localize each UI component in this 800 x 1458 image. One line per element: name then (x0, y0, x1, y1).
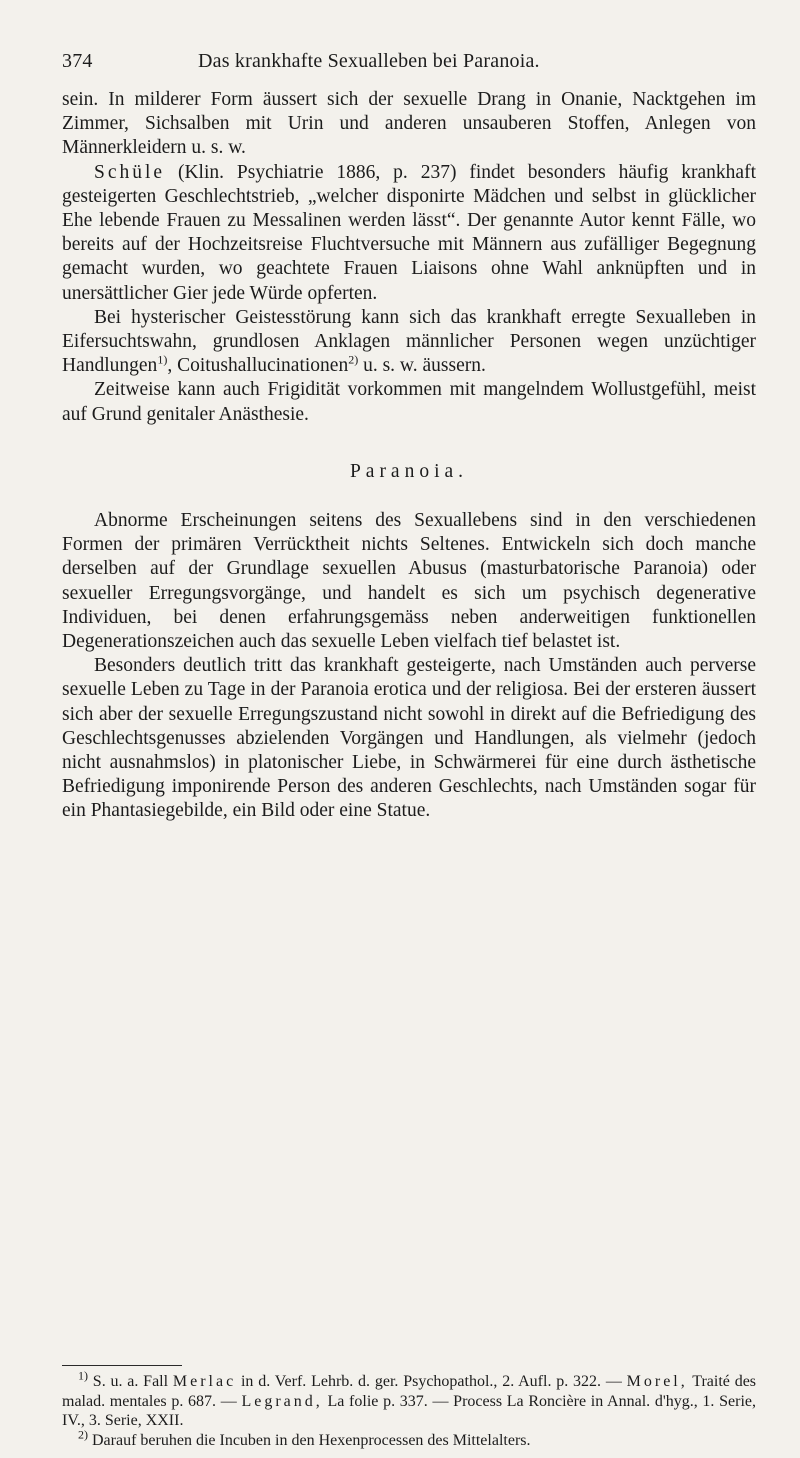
paragraph-3 (62, 306, 756, 379)
paragraph-5: Abnorme Erscheinungen seitens des Sexuallebens sind in den verschiedenen Formen der primären Verrücktheit nichts Seltenes. Entwickeln sich doch manche derselben auf der Grundlage sexuellen Abusus (masturbatorische Paranoia) oder sexueller Erregungsvorgänge, und handelt es sich um psychisch degenerative Individuen, bei denen erfahrungsgemäss neben anderweitigen funktionellen Degenerationszeichen auch das sexuelle Leben vielfach tief belastet ist. (62, 510, 756, 653)
paragraph-3-part-b: , Coitushallucinationen (167, 355, 349, 377)
author-schuele: Schüle (94, 161, 166, 183)
paragraph-3-part-a: Bei hysterischer Geistesstörung kann sich das krankhaft erregte Sexualleben in Eifersuchtswahn, grundlosen Anklagen männlicher Personen wegen unzüchtiger Handlungen (62, 306, 756, 377)
body-text (62, 88, 756, 824)
footnote-1-mark: 1 (78, 1368, 84, 1383)
footnotes (62, 1368, 757, 1450)
paragraph-6: Besonders deutlich tritt das krankhaft gesteigerte, nach Umständen auch perverse sexuelle Leben zu Tage in der Paranoia erotica und der religiosa. Bei der ersteren äussert sich aber der sexuelle Erregungszustand nicht sowohl in direkt auf die Befriedigung des Geschlechtsgenusses abzielenden Vorgängen und Handlungen, als vielmehr (jedoch nicht ausnahmslos) in platonischer Liebe, in Schwärmerei für eine durch ästhetische Befriedigung imponirende Person des anderen Geschlechts, nach Umständen sogar für ein Phantasiegebilde, ein Bild oder eine Statue. (62, 655, 756, 822)
footnote-ref-2-mark: 2 (348, 352, 355, 367)
footnote-1-part-b: in d. Verf. Lehrb. d. ger. Psychopathol., 2. Aufl. p. 322. — (240, 1373, 622, 1390)
paragraph-1: sein. In milderer Form äussert sich der sexuelle Drang in Onanie, Nacktgehen im Zimmer, Sichsalben mit Urin und anderen unsauberen Stoffen, Anlegen von Männerkleidern u. s. w. (62, 89, 756, 159)
footnote-ref-1-mark: 1 (157, 352, 164, 367)
footnote-1-marker: 1) (78, 1368, 88, 1383)
footnote-1 (62, 1368, 757, 1431)
section-heading: Paranoia. (349, 460, 469, 482)
footnote-ref-1: 1) (157, 352, 168, 367)
footnote-2-text: Darauf beruhen die Incuben in den Hexenprocessen des Mittelalters. (92, 1431, 531, 1449)
footnote-1-morel: Morel, (626, 1373, 688, 1390)
footnote-1-part-d: La folie p. 337. — Process La Roncière in Annal. d'hyg., 1. Serie, IV., 3. Serie, XXII. (62, 1392, 757, 1429)
footnote-2-mark: 2 (78, 1427, 84, 1442)
footnote-1-merlac: Merlac (172, 1373, 237, 1390)
footnote-2 (62, 1427, 756, 1451)
footnote-2-marker: 2) (78, 1427, 88, 1442)
paragraph-4: Zeitweise kann auch Frigidität vorkommen mit mangelndem Wollustgefühl, meist auf Grund genitaler Anästhesie. (62, 379, 756, 425)
paragraph-3-part-c: u. s. w. äussern. (358, 355, 486, 377)
page-number: 374 (62, 50, 93, 72)
footnote-1-legrand: Legrand, (241, 1392, 323, 1410)
running-title: Das krankhafte Sexualleben bei Paranoia. (198, 50, 540, 72)
paragraph-2-text: (Klin. Psychiatrie 1886, p. 237) findet besonders häufig krankhaft gesteigerten Geschlechtstrieb, „welcher disponirte Mädchen und selbst in glücklicher Ehe lebende Frauen zu Messalinen werden lässt“. Der genannte Autor kennt Fälle, wo bereits auf der Hochzeitsreise Fluchtversuche mit Männern aus zufälliger Begegnung gemacht wurden, wo geachtete Frauen Liaisons ohne Wahl anknüpften und in unersättlicher Gier jede Würde opferten. (62, 161, 756, 304)
paragraph-2 (62, 161, 756, 306)
footnote-1-part-c: Traité des malad. mentales p. 687. — (62, 1373, 757, 1410)
footnote-ref-2: 2) (348, 352, 359, 367)
footnote-rule (62, 1365, 182, 1366)
footnote-1-part-a: S. u. a. Fall (92, 1373, 169, 1390)
